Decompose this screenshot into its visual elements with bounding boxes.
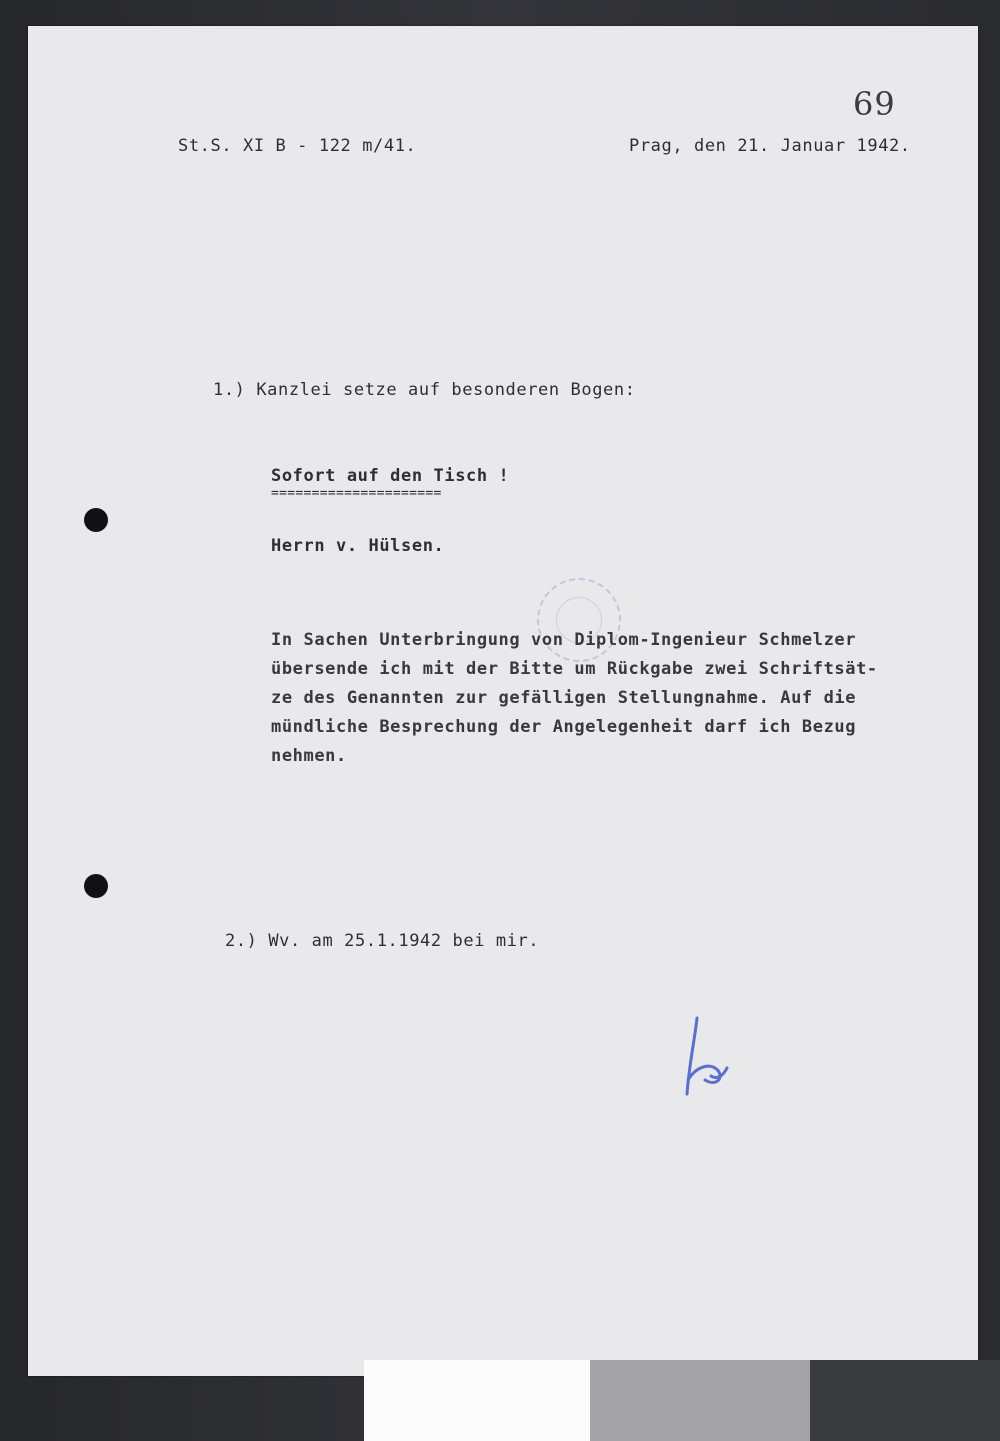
urgent-heading: Sofort auf den Tisch ! <box>271 466 510 486</box>
item-one: 1.) Kanzlei setze auf besonderen Bogen: <box>213 380 636 400</box>
handwritten-initial-icon <box>675 1010 735 1100</box>
item-two: 2.) Wv. am 25.1.1942 bei mir. <box>225 931 540 951</box>
calibration-strip-white <box>364 1360 590 1441</box>
body-line: übersende ich mit der Bitte um Rückgabe zwei Schriftsät- <box>271 659 878 679</box>
punch-hole-bottom <box>84 874 108 898</box>
body-line: In Sachen Unterbringung von Diplom-Ingenieur Schmelzer <box>271 630 857 650</box>
calibration-strip-dark <box>810 1360 1000 1441</box>
reference-number: St.S. XI B - 122 m/41. <box>178 136 417 156</box>
place-and-date: Prag, den 21. Januar 1942. <box>629 136 911 156</box>
body-line: ze des Genannten zur gefälligen Stellungnahme. Auf die <box>271 688 857 708</box>
calibration-strip-grey <box>590 1360 810 1441</box>
addressee: Herrn v. Hülsen. <box>271 536 445 556</box>
punch-hole-top <box>84 508 108 532</box>
body-line: mündliche Besprechung der Angelegenheit darf ich Bezug <box>271 717 857 737</box>
body-line: nehmen. <box>271 746 347 766</box>
heading-underline: ===================== <box>271 486 442 501</box>
page-number: 69 <box>853 85 896 123</box>
